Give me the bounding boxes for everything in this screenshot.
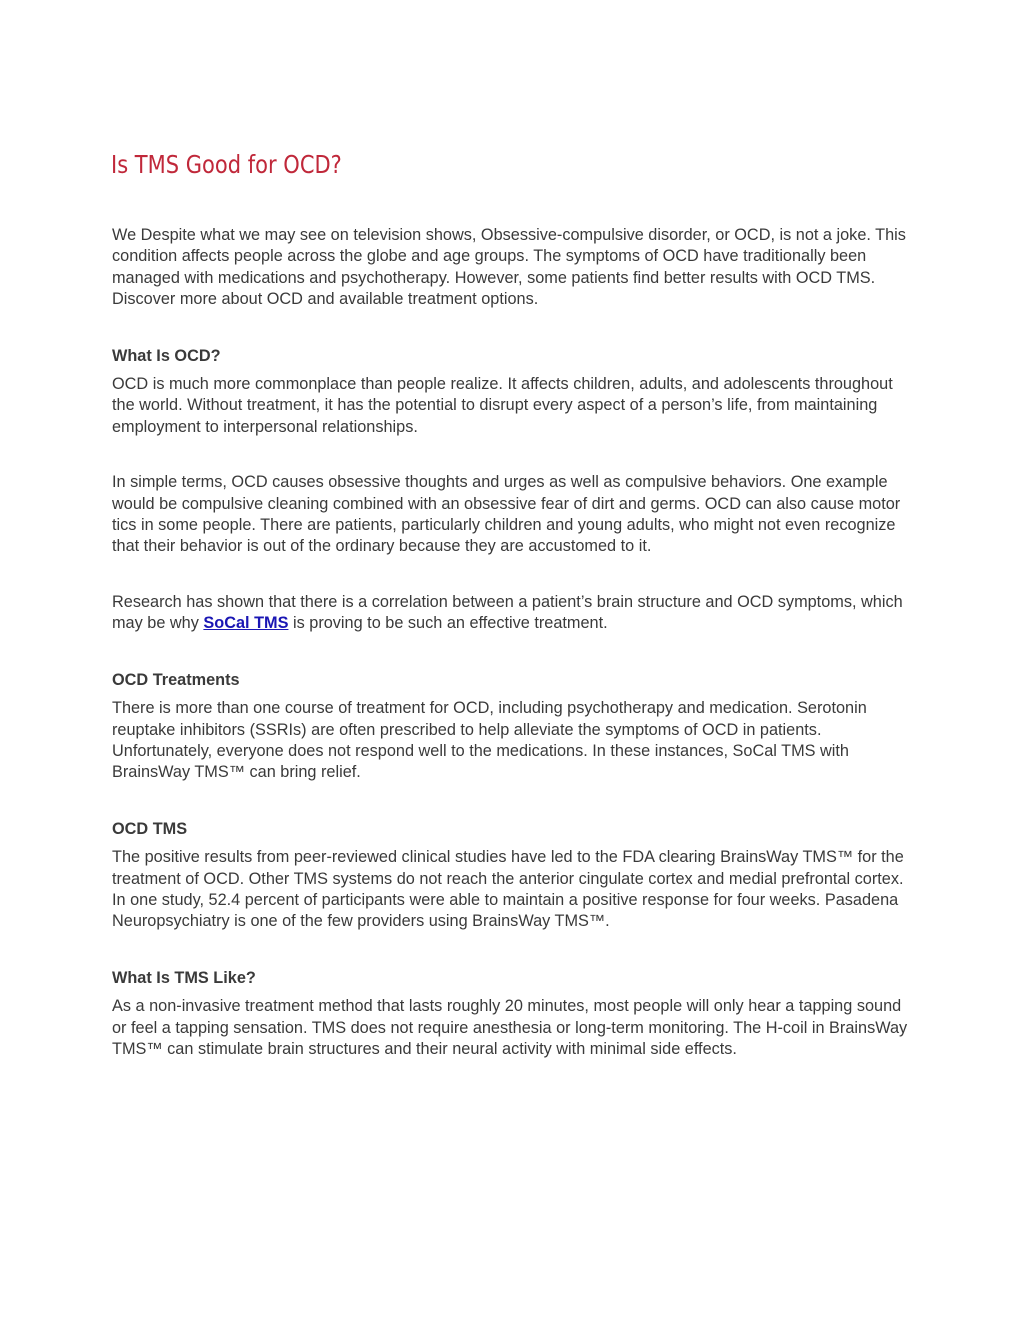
paragraph-3-text-after: is proving to be such an effective treatment.	[288, 614, 608, 633]
heading-ocd-treatments: OCD Treatments	[112, 670, 240, 689]
what-is-ocd-paragraph-2: In simple terms, OCD causes obsessive thoughts and urges as well as compulsive behaviors. One example would be compulsive cleaning combined with an obsessive fear of dirt and germs. OCD can also cause motor tics in some people. There are patients, particularly children and young adults, who might not even recognize that their behavior is out of the ordinary because they are accustomed to it.	[112, 473, 901, 556]
socal-tms-link[interactable]: SoCal TMS	[203, 614, 289, 633]
heading-what-is-tms-like: What Is TMS Like?	[112, 968, 256, 987]
paragraph-3-text-before: Research has shown that there is a correlation between a patient’s brain structure and OCD symptoms, which may be why	[112, 592, 903, 633]
what-is-ocd-paragraph-3	[112, 592, 917, 635]
ocd-tms-paragraph: The positive results from peer-reviewed clinical studies have led to the FDA clearing BrainsWay TMS™ for the treatment of OCD. Other TMS systems do not reach the anterior cingulate cortex and medial prefrontal cortex. In one study, 52.4 percent of participants were able to maintain a positive response for four weeks. Pasadena Neuropsychiatry is one of the few providers using BrainsWay TMS™.	[112, 848, 904, 931]
page-title: Is TMS Good for OCD?	[111, 150, 342, 179]
ocd-treatments-paragraph: There is more than one course of treatment for OCD, including psychotherapy and medication. Serotonin reuptake inhibitors (SSRIs) are often prescribed to help alleviate the symptoms of OCD in patients. Unfortunately, everyone does not respond well to the medications. In these instances, SoCal TMS with BrainsWay TMS™ can bring relief.	[112, 699, 867, 782]
heading-ocd-tms: OCD TMS	[112, 819, 188, 838]
intro-paragraph: We Despite what we may see on television shows, Obsessive-compulsive disorder, or OCD, is not a joke. This condition affects people across the globe and age groups. The symptoms of OCD have traditionally been managed with medications and psychotherapy. However, some patients find better results with OCD TMS. Discover more about OCD and available treatment options.	[112, 226, 906, 309]
what-is-tms-like-paragraph: As a non-invasive treatment method that lasts roughly 20 minutes, most people will only hear a tapping sound or feel a tapping sensation. TMS does not require anesthesia or long-term monitoring. The H-coil in BrainsWay TMS™ can stimulate brain structures and their neural activity with minimal side effects.	[112, 997, 908, 1058]
article-body	[112, 225, 917, 1060]
heading-what-is-ocd: What Is OCD?	[112, 346, 221, 365]
what-is-ocd-paragraph-1: OCD is much more commonplace than people realize. It affects children, adults, and adolescents throughout the world. Without treatment, it has the potential to disrupt every aspect of a person’s life, from maintaining employment to interpersonal relationships.	[112, 375, 893, 436]
